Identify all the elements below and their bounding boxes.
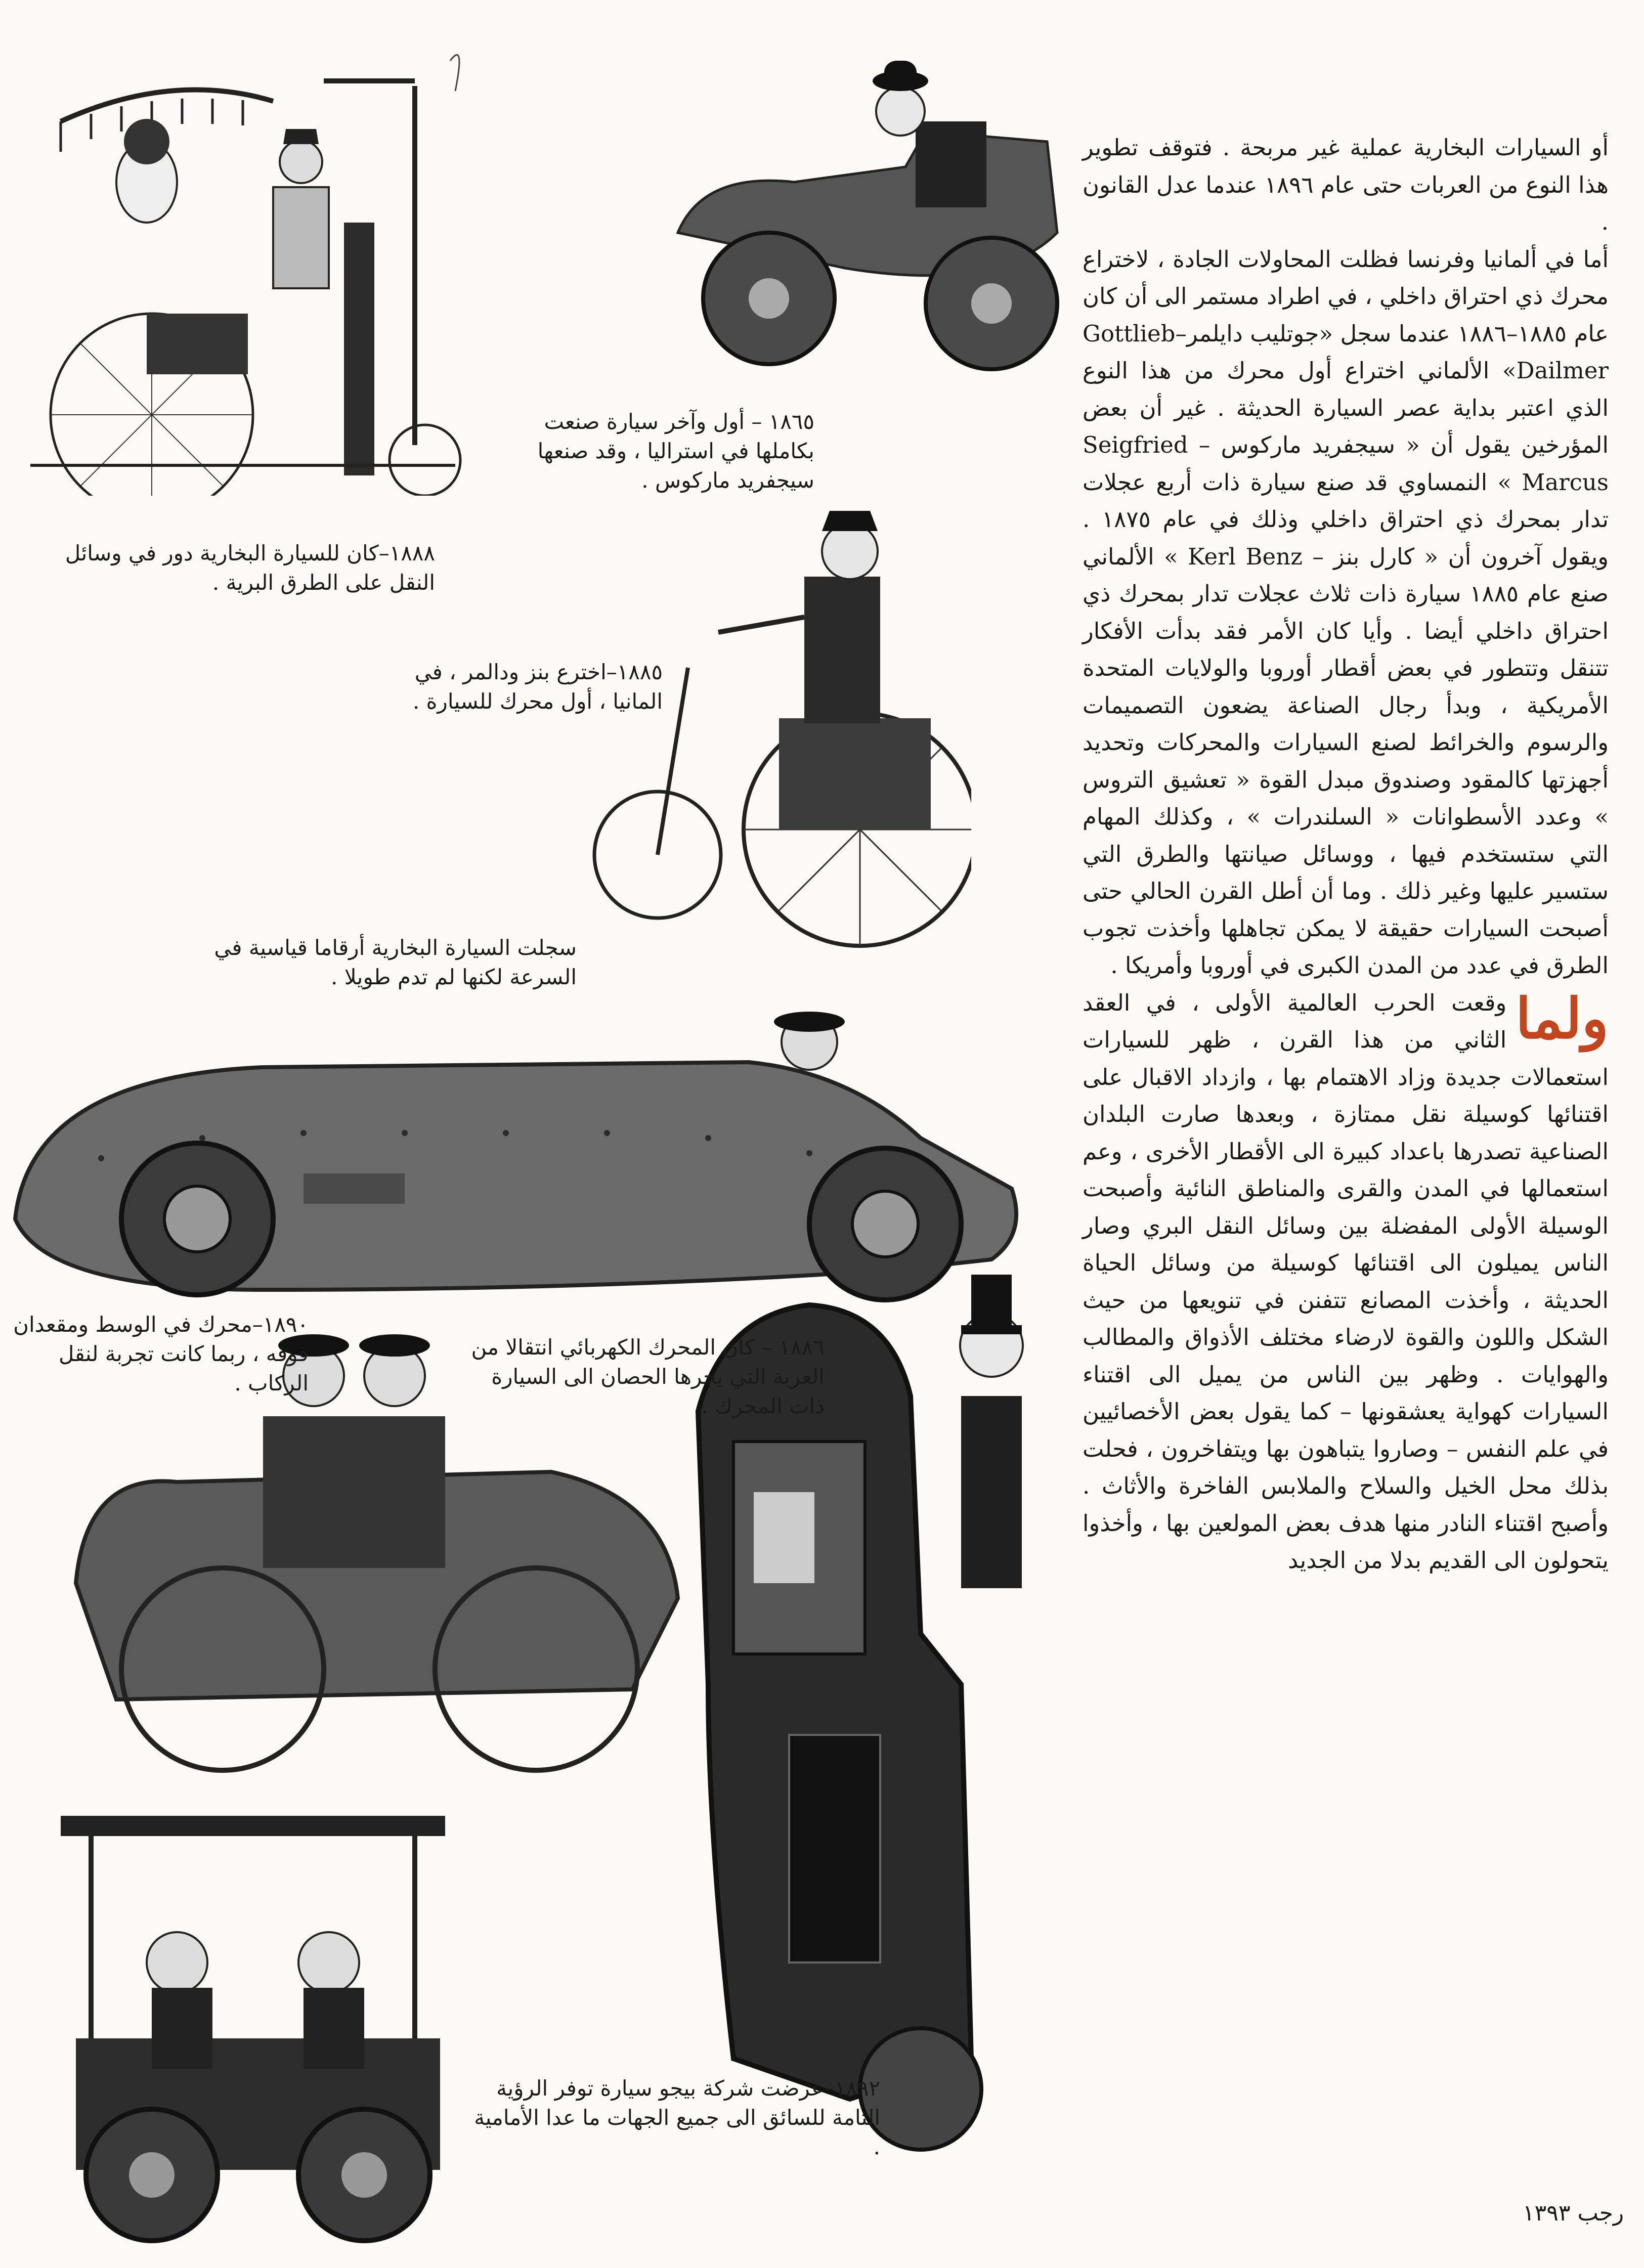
peugeot-1892-illustration [40, 1785, 465, 2251]
steam-carriage-1888-illustration [20, 30, 465, 496]
caption-1886: ١٨٨٦ – كان المحرك الكهربائي انتقالا من العربة التي يجرها الحصان الى السيارة ذات المحرك . [471, 1335, 825, 1418]
article-body [1083, 129, 1609, 1579]
caption-1892: ١٨٩٢–عرضت شركة بيجو سيارة توفر الرؤية التامة للسائق الى جميع الجهات ما عدا الأمامية . [474, 2076, 880, 2159]
paragraph: أو السيارات البخارية عملية غير مربحة . فتوقف تطوير هذا النوع من العربات حتى عام ١٨٩٦ عندما عدل القانون . [1083, 134, 1609, 235]
paragraph-text: وقعت الحرب العالمية الأولى ، في العقد الثاني من هذا القرن ، ظهر للسيارات استعمالات جديدة وزاد الاهتمام بها ، وازداد الاقبال على اقتنائها كوسيلة نقل ممتازة ، وبعدها صارت البلدان الصناعية تصدرها باعداد كبيرة الى الأقطار الأخرى ، وعم استعمالها في المدن والقرى والمناطق النائية وأصبحت الوسيلة الأولى المفضلة بين وسائل النقل البري وصار الناس يميلون الى اقتنائها كوسيلة من وسائل الحياة الحديثة ، وأخذت المصانع تتفنن في تنويعها من حيث الشكل واللون والقوة لارضاء مختلف الأذواق والمطالب والهوايات . وظهر بين الناس من يميل الى اقتناء السيارات كهواية يعشقونها – كما يقول بعض الأخصائيين في علم النفس – وصاروا يتباهون بها ويتفاخرون ، فحلت بذلك محل الخيل والسلاح والملابس الفاخرة والأثاث . وأصبح اقتناء النادر منها هدف بعض المولعين بها ، وأخذوا يتحولون الى القديم بدلا من الجديد [1083, 989, 1609, 1574]
caption-steam-record: سجلت السيارة البخارية أرقاما قياسية في السرعة لكنها لم تدم طويلا . [214, 935, 577, 989]
paragraph: أما في ألمانيا وفرنسا فظلت المحاولات الجادة ، لاختراع محرك ذي احتراق داخلي ، في اطراد مستمر الى أن كان عام ١٨٨٥–١٨٨٦ عندما سجل «جوتليب دايلمر–Gottlieb Dailmer» الألماني اختراع أول محرك من هذا النوع الذي اعتبر بداية عصر السيارة الحديثة . غير أن بعض المؤرخين يقول أن « سيجفريد ماركوس – Seigfried Marcus » النمساوي قد صنع سيارة ذات أربع عجلات تدار بمحرك ذي احتراق داخلي وذلك في عام ١٨٧٥ . ويقول آخرون أن « كارل بنز – Kerl Benz » الألماني صنع عام ١٨٨٥ سيارة ذات ثلاث عجلات تدار بمحرك ذي احتراق داخلي أيضا . وأيا كان الأمر فقد بدأت الأفكار تتنقل وتتطور في بعض أقطار أوروبا والولايات المتحدة الأمريكية ، وبدأ رجال الصناعة يضعون التصميمات والرسوم والخرائط لصنع السيارات والمحركات وتحديد أجهزتها كالمقود وصندوق مبدل القوة « تعشيق التروس » وعدد الأسطوانات « السلندرات » ، وكذلك المهام التي ستستخدم فيها ، ووسائل صيانتها والطرق التي ستسير عليها وغير ذلك . وما أن أطل القرن الحالي حتى أصبحت السيارات حقيقة لا يمكن تجاهلها وأخذت تجوب الطرق في عدد من المدن الكبرى في أوروبا وأمريكا . [1083, 245, 1609, 979]
caption-1888: ١٨٨٨–كان للسيارة البخارية دور في وسائل النقل على الطرق البرية . [65, 541, 435, 595]
paragraph-dropcap [1083, 984, 1609, 1579]
marcus-car-1865-illustration [642, 30, 1088, 374]
page-number: رجب ١٣٩٣ [1523, 2200, 1624, 2226]
caption-1890: ١٨٩٠–محرك في الوسط ومقعدان فوقه ، ربما كانت تجربة لنقل الركاب . [13, 1312, 309, 1395]
caption-1885: ١٨٨٥–اخترع بنز ودالمر ، في المانيا ، أول محرك للسيارة . [412, 660, 663, 714]
dropcap: ولما [1516, 985, 1609, 1051]
benz-tricycle-1885-illustration [567, 486, 971, 956]
caption-1865: ١٨٦٥ – أول وآخر سيارة صنعت بكاملها في استراليا ، وقد صنعها سيجفريد ماركوس . [537, 409, 814, 493]
